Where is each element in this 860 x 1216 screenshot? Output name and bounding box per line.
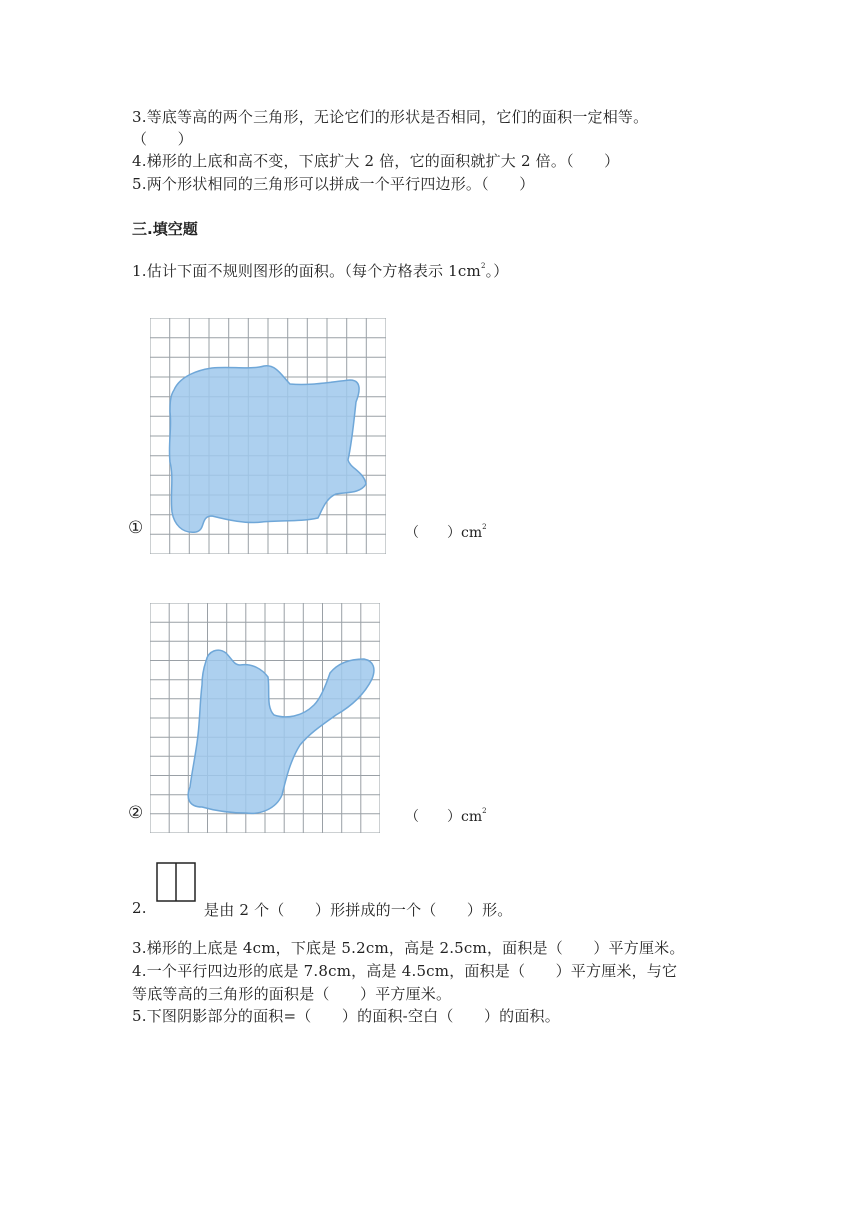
fill-q1-text: 1.估计下面不规则图形的面积。（每个方格表示 1cm	[132, 262, 481, 280]
fill-q2-number: 2.	[132, 899, 147, 917]
judge-q3: 3.等底等高的两个三角形，无论它们的形状是否相同，它们的面积一定相等。	[132, 108, 649, 126]
figure-2-marker: ②	[128, 803, 144, 823]
two-squares-rectangle-icon	[156, 862, 196, 902]
irregular-shape-1	[169, 366, 366, 532]
figure-1-marker: ①	[128, 518, 144, 538]
fill-q3: 3.梯形的上底是 4cm，下底是 5.2cm，高是 2.5cm，面积是（ ）平方厘米。	[132, 939, 685, 957]
figure-2-answer-text: （ ）cm	[405, 809, 483, 825]
figure-1-answer	[405, 522, 487, 542]
fill-q2-text: 是由 2 个（ ）形拼成的一个（ ）形。	[204, 901, 513, 919]
fill-q4-line1: 4.一个平行四边形的底是 7.8cm，高是 4.5cm，面积是（ ）平方厘米，与它	[132, 962, 678, 980]
fill-q1-end: 。）	[485, 262, 509, 280]
figure-2-answer	[405, 806, 487, 826]
judge-q5: 5.两个形状相同的三角形可以拼成一个平行四边形。（ ）	[132, 175, 535, 193]
figure-2-answer-sup: 2	[482, 807, 487, 815]
section-title-fill: 三.填空题	[132, 220, 198, 238]
figure-1-answer-sup: 2	[482, 523, 487, 531]
fill-q4-line2: 等底等高的三角形的面积是（ ）平方厘米。	[132, 985, 452, 1003]
fill-q5: 5.下图阴影部分的面积=（ ）的面积-空白（ ）的面积。	[132, 1007, 560, 1025]
grid-figure-2	[150, 603, 380, 833]
fill-q1-sup: 2	[480, 262, 486, 270]
irregular-shape-2	[188, 650, 374, 813]
judge-q4: 4.梯形的上底和高不变，下底扩大 2 倍，它的面积就扩大 2 倍。（ ）	[132, 152, 620, 170]
grid-figure-1	[150, 318, 386, 554]
judge-q3-paren: （ ）	[132, 130, 193, 148]
fill-q1	[132, 260, 509, 281]
figure-1-answer-text: （ ）cm	[405, 525, 483, 541]
